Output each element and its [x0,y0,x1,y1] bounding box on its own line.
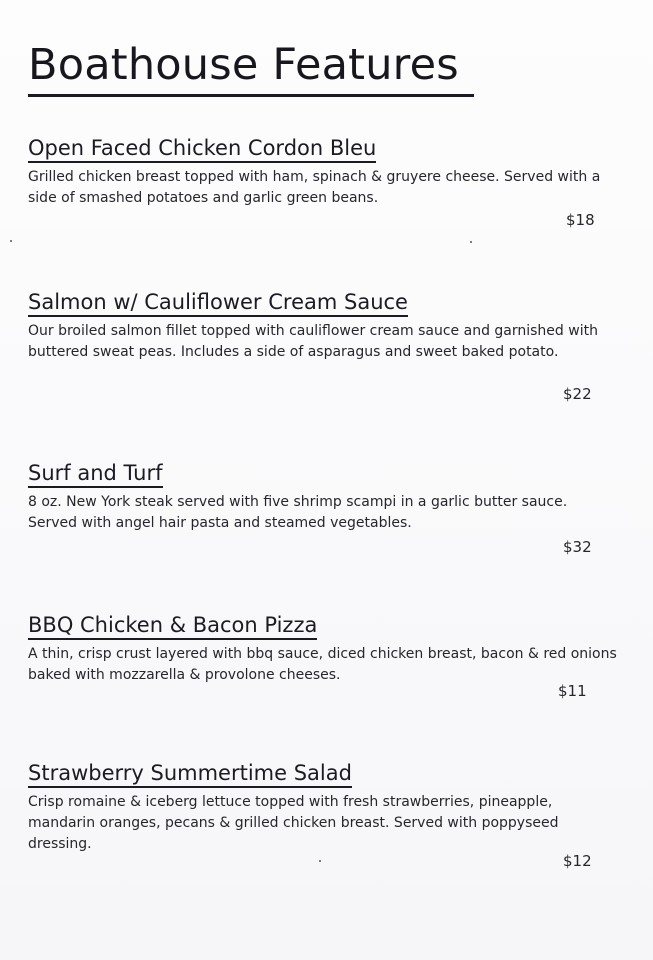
menu-item-name: Salmon w/ Cauliflower Cream Sauce [28,291,408,317]
menu-item [28,137,628,209]
menu-item-price: $22 [563,385,592,403]
menu-item [28,291,628,363]
paper-speck [470,241,472,243]
menu-item-description: A thin, crisp crust layered with bbq sauce, diced chicken breast, bacon & red onions baked with mozzarella & provolone cheeses. [28,646,617,684]
menu-item-description: Grilled chicken breast topped with ham, spinach & gruyere cheese. Served with a side of smashed potatoes and garlic green beans. [28,169,601,207]
menu-item-description: Crisp romaine & iceberg lettuce topped with fresh strawberries, pineapple, mandarin oranges, pecans & grilled chicken breast. Served with poppyseed dressing. [28,794,559,853]
menu-item-price: $11 [558,682,587,700]
menu-title: Boathouse Features [28,40,459,90]
menu-item-price: $32 [563,538,592,556]
menu-item [28,614,628,686]
menu-item-price: $12 [563,852,592,870]
menu-item [28,762,628,855]
menu-item-name: Open Faced Chicken Cordon Bleu [28,137,376,163]
menu-item-price: $18 [566,211,595,229]
title-underline [28,94,474,97]
paper-speck [10,240,12,242]
menu-item-description: Our broiled salmon fillet topped with cauliflower cream sauce and garnished with buttered sweat peas. Includes a side of asparagus and sweet baked potato. [28,323,598,361]
menu-item-name: Strawberry Summertime Salad [28,762,352,788]
paper-speck [319,860,321,862]
menu-item-name: BBQ Chicken & Bacon Pizza [28,614,317,640]
menu-item-description: 8 oz. New York steak served with five shrimp scampi in a garlic butter sauce. Served with angel hair pasta and steamed vegetables. [28,494,568,532]
menu-item-name: Surf and Turf [28,462,163,488]
menu-item [28,462,628,534]
